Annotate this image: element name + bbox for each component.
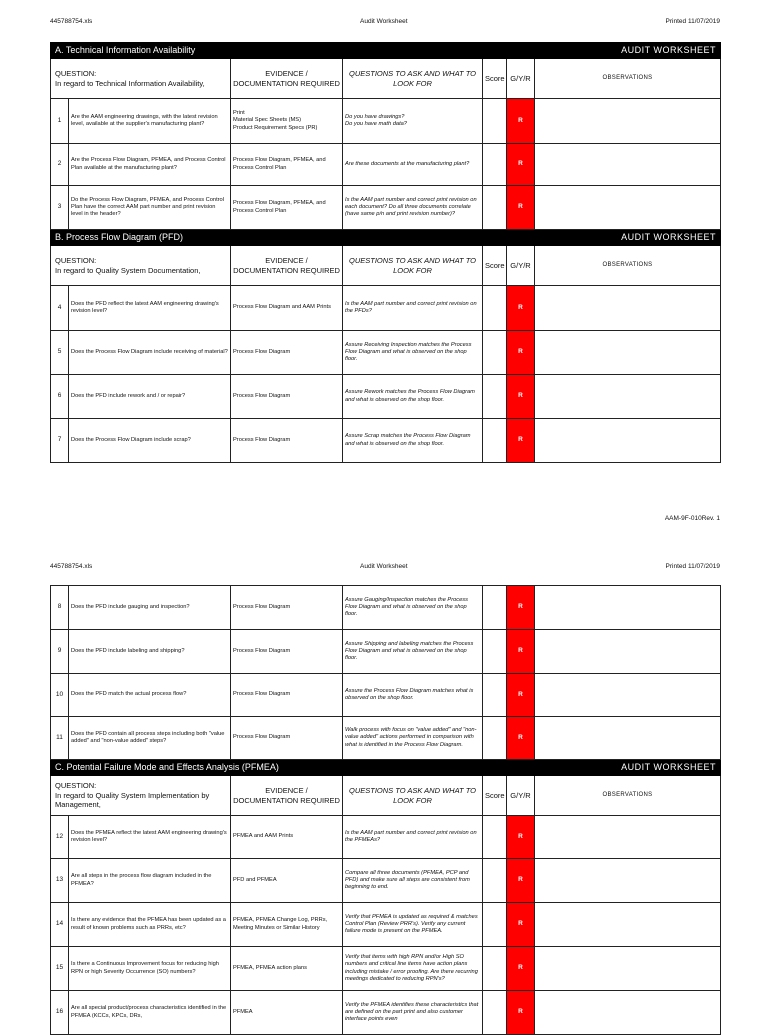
table-row xyxy=(51,331,721,375)
row-number: 7 xyxy=(51,419,69,463)
evidence-cell: PFD and PFMEA xyxy=(231,859,343,903)
question-header: QUESTION: In regard to Quality System Implementation by Management, xyxy=(51,776,231,816)
score-cell xyxy=(483,859,507,903)
rating-cell: R xyxy=(507,903,535,947)
table-row xyxy=(51,717,721,760)
row-number: 12 xyxy=(51,816,69,859)
question-cell: Does the PFD reflect the latest AAM engineering drawing's revision level? xyxy=(69,286,231,331)
rating-cell: R xyxy=(507,186,535,230)
observations-header: OBSERVATIONS xyxy=(535,776,721,816)
doc-title: Audit Worksheet xyxy=(360,563,408,570)
table-row xyxy=(51,903,721,947)
row-number: 14 xyxy=(51,903,69,947)
audit-worksheet-label: AUDIT WORKSHEET xyxy=(535,230,721,246)
score-cell xyxy=(483,186,507,230)
question-cell: Does the PFD contain all process steps including both "value added" and "non-value added" steps? xyxy=(69,717,231,760)
section-title-row xyxy=(51,230,721,246)
rating-cell: R xyxy=(507,144,535,186)
row-number: 13 xyxy=(51,859,69,903)
question-cell: Does the PFD match the actual process flow? xyxy=(69,674,231,717)
observations-cell xyxy=(535,286,721,331)
form-code: AAM-9F-010Rev. 1 xyxy=(664,515,720,522)
ask-header: QUESTIONS TO ASK AND WHAT TO LOOK FOR xyxy=(343,776,483,816)
evidence-header: EVIDENCE / DOCUMENTATION REQUIRED xyxy=(231,246,343,286)
ask-cell: Assure Rework matches the Process Flow Diagram and what is observed on the shop floor. xyxy=(343,375,483,419)
observations-cell xyxy=(535,375,721,419)
table-row xyxy=(51,859,721,903)
row-number: 8 xyxy=(51,586,69,630)
row-number: 9 xyxy=(51,630,69,674)
rating-cell: R xyxy=(507,286,535,331)
observations-cell xyxy=(535,99,721,144)
score-cell xyxy=(483,717,507,760)
rating-cell: R xyxy=(507,331,535,375)
ask-cell: Assure Scrap matches the Process Flow Diagram and what is observed on the shop floor. xyxy=(343,419,483,463)
table-row xyxy=(51,991,721,1035)
rating-cell: R xyxy=(507,859,535,903)
gyr-header: G/Y/R xyxy=(507,776,535,816)
evidence-cell: Process Flow Diagram xyxy=(231,331,343,375)
printed-date: Printed 11/07/2019 xyxy=(665,18,720,25)
table-row xyxy=(51,630,721,674)
ask-cell: Is the AAM part number and correct print revision on the PFMEAs? xyxy=(343,816,483,859)
doc-title: Audit Worksheet xyxy=(360,18,408,25)
score-cell xyxy=(483,816,507,859)
rating-cell: R xyxy=(507,419,535,463)
evidence-cell: Process Flow Diagram xyxy=(231,419,343,463)
observations-header: OBSERVATIONS xyxy=(535,59,721,99)
ask-header: QUESTIONS TO ASK AND WHAT TO LOOK FOR xyxy=(343,59,483,99)
evidence-cell: Process Flow Diagram and AAM Prints xyxy=(231,286,343,331)
rating-cell: R xyxy=(507,816,535,859)
table-row xyxy=(51,816,721,859)
worksheet-table-page1 xyxy=(50,42,721,463)
score-cell xyxy=(483,144,507,186)
column-header-row xyxy=(51,776,721,816)
observations-cell xyxy=(535,816,721,859)
ask-cell: Walk process with focus on "value added" and "non-value added" actions performed in comparison with what is identified in the Process Flow Diagram. xyxy=(343,717,483,760)
evidence-cell: Print Material Spec Sheets (MS) Product Requirement Specs (PR) xyxy=(231,99,343,144)
table-row xyxy=(51,947,721,991)
observations-cell xyxy=(535,991,721,1035)
question-cell: Is there any evidence that the PFMEA has been updated as a result of known problems such as PRRs, etc? xyxy=(69,903,231,947)
row-number: 10 xyxy=(51,674,69,717)
question-header: QUESTION: In regard to Technical Information Availability, xyxy=(51,59,231,99)
row-number: 15 xyxy=(51,947,69,991)
observations-cell xyxy=(535,674,721,717)
evidence-cell: Process Flow Diagram xyxy=(231,586,343,630)
evidence-header: EVIDENCE / DOCUMENTATION REQUIRED xyxy=(231,59,343,99)
score-cell xyxy=(483,419,507,463)
audit-worksheet-label: AUDIT WORKSHEET xyxy=(535,760,721,776)
ask-cell: Assure Receiving Inspection matches the Process Flow Diagram and what is observed on the shop floor. xyxy=(343,331,483,375)
file-name: 445788754.xls xyxy=(50,18,93,25)
observations-cell xyxy=(535,331,721,375)
table-row xyxy=(51,144,721,186)
worksheet-table-page2 xyxy=(50,585,721,1035)
score-header: Score xyxy=(483,246,507,286)
ask-cell: Verify that items with high RPN and/or High SO numbers and critical line items have action plans including mistake / error proofing. Are there recurring meetings dedicated to reducing RPN's? xyxy=(343,947,483,991)
ask-cell: Assure the Process Flow Diagram matches what is observed on the shop floor. xyxy=(343,674,483,717)
observations-cell xyxy=(535,419,721,463)
section-title-row xyxy=(51,760,721,776)
question-cell: Does the PFMEA reflect the latest AAM engineering drawing's revision level? xyxy=(69,816,231,859)
score-cell xyxy=(483,586,507,630)
question-cell: Are the AAM engineering drawings, with the latest revision level, available at the supplier's manufacturing plant? xyxy=(69,99,231,144)
score-cell xyxy=(483,331,507,375)
question-cell: Are the Process Flow Diagram, PFMEA, and Process Control Plan available at the manufacturing plant? xyxy=(69,144,231,186)
ask-cell: Are these documents at the manufacturing plant? xyxy=(343,144,483,186)
observations-cell xyxy=(535,947,721,991)
rating-cell: R xyxy=(507,99,535,144)
table-row xyxy=(51,286,721,331)
evidence-cell: Process Flow Diagram, PFMEA, and Process Control Plan xyxy=(231,144,343,186)
score-cell xyxy=(483,991,507,1035)
ask-cell: Do you have drawings? Do you have math data? xyxy=(343,99,483,144)
score-cell xyxy=(483,903,507,947)
row-number: 16 xyxy=(51,991,69,1035)
table-row xyxy=(51,419,721,463)
observations-cell xyxy=(535,144,721,186)
ask-header: QUESTIONS TO ASK AND WHAT TO LOOK FOR xyxy=(343,246,483,286)
rating-cell: R xyxy=(507,674,535,717)
evidence-cell: PFMEA, PFMEA action plans xyxy=(231,947,343,991)
score-cell xyxy=(483,375,507,419)
question-cell: Do the Process Flow Diagram, PFMEA, and Process Control Plan have the correct AAM part number and print revision level in the header? xyxy=(69,186,231,230)
question-cell: Does the PFD include rework and / or repair? xyxy=(69,375,231,419)
score-cell xyxy=(483,630,507,674)
table-row xyxy=(51,375,721,419)
ask-cell: Compare all three documents (PFMEA, PCP and PFD) and make sure all steps are consistent from beginning to end. xyxy=(343,859,483,903)
section-title: C. Potential Failure Mode and Effects Analysis (PFMEA) xyxy=(51,760,535,776)
score-cell xyxy=(483,99,507,144)
observations-cell xyxy=(535,630,721,674)
row-number: 3 xyxy=(51,186,69,230)
page2-header xyxy=(50,563,720,575)
gyr-header: G/Y/R xyxy=(507,246,535,286)
table-row xyxy=(51,99,721,144)
audit-worksheet-label: AUDIT WORKSHEET xyxy=(535,43,721,59)
page1-header xyxy=(50,18,720,30)
evidence-cell: PFMEA, PFMEA Change Log, PRRs, Meeting Minutes or Similar History xyxy=(231,903,343,947)
score-header: Score xyxy=(483,59,507,99)
row-number: 2 xyxy=(51,144,69,186)
evidence-cell: Process Flow Diagram xyxy=(231,630,343,674)
ask-cell: Is the AAM part number and correct print revision on each document? Do all three documents correlate (have same p/n and print revision number)? xyxy=(343,186,483,230)
row-number: 5 xyxy=(51,331,69,375)
rating-cell: R xyxy=(507,717,535,760)
question-cell: Does the PFD include labeling and shipping? xyxy=(69,630,231,674)
score-cell xyxy=(483,286,507,331)
observations-cell xyxy=(535,717,721,760)
gyr-header: G/Y/R xyxy=(507,59,535,99)
evidence-cell: PFMEA xyxy=(231,991,343,1035)
observations-header: OBSERVATIONS xyxy=(535,246,721,286)
ask-cell: Assure Shipping and labeling matches the Process Flow Diagram and what is observed on the shop floor. xyxy=(343,630,483,674)
rating-cell: R xyxy=(507,947,535,991)
observations-cell xyxy=(535,903,721,947)
ask-cell: Assure Gauging/Inspection matches the Process Flow Diagram and what is observed on the shop floor. xyxy=(343,586,483,630)
question-cell: Does the Process Flow Diagram include scrap? xyxy=(69,419,231,463)
score-header: Score xyxy=(483,776,507,816)
section-title-row xyxy=(51,43,721,59)
question-cell: Are all steps in the process flow diagram included in the PFMEA? xyxy=(69,859,231,903)
evidence-header: EVIDENCE / DOCUMENTATION REQUIRED xyxy=(231,776,343,816)
observations-cell xyxy=(535,186,721,230)
row-number: 11 xyxy=(51,717,69,760)
row-number: 4 xyxy=(51,286,69,331)
score-cell xyxy=(483,947,507,991)
column-header-row xyxy=(51,246,721,286)
rating-cell: R xyxy=(507,630,535,674)
evidence-cell: Process Flow Diagram xyxy=(231,674,343,717)
table-row xyxy=(51,186,721,230)
question-cell: Does the PFD include gauging and inspection? xyxy=(69,586,231,630)
question-cell: Are all special product/process characteristics identified in the PFMEA (KCCs, KPCs, DRs, xyxy=(69,991,231,1035)
rating-cell: R xyxy=(507,375,535,419)
evidence-cell: Process Flow Diagram, PFMEA, and Process Control Plan xyxy=(231,186,343,230)
observations-cell xyxy=(535,859,721,903)
question-cell: Does the Process Flow Diagram include receiving of material? xyxy=(69,331,231,375)
question-header: QUESTION: In regard to Quality System Documentation, xyxy=(51,246,231,286)
printed-date: Printed 11/07/2019 xyxy=(665,563,720,570)
evidence-cell: Process Flow Diagram xyxy=(231,717,343,760)
file-name: 445788754.xls xyxy=(50,563,93,570)
score-cell xyxy=(483,674,507,717)
table-row xyxy=(51,586,721,630)
row-number: 1 xyxy=(51,99,69,144)
ask-cell: Is the AAM part number and correct print revision on the PFDs? xyxy=(343,286,483,331)
evidence-cell: Process Flow Diagram xyxy=(231,375,343,419)
evidence-cell: PFMEA and AAM Prints xyxy=(231,816,343,859)
row-number: 6 xyxy=(51,375,69,419)
rating-cell: R xyxy=(507,586,535,630)
ask-cell: Verify that PFMEA is updated as required & matches Control Plan (Review PRR's). Verify any current failure mode is present on the PFMEA. xyxy=(343,903,483,947)
ask-cell: Verify the PFMEA identifies these characteristics that are defined on the part print and also customer interface points even xyxy=(343,991,483,1035)
column-header-row xyxy=(51,59,721,99)
question-cell: Is there a Continuous Improvement focus for reducing high RPN or high Severity Occurrence (SO) numbers? xyxy=(69,947,231,991)
rating-cell: R xyxy=(507,991,535,1035)
section-title: B. Process Flow Diagram (PFD) xyxy=(51,230,535,246)
table-row xyxy=(51,674,721,717)
observations-cell xyxy=(535,586,721,630)
section-title: A. Technical Information Availability xyxy=(51,43,535,59)
